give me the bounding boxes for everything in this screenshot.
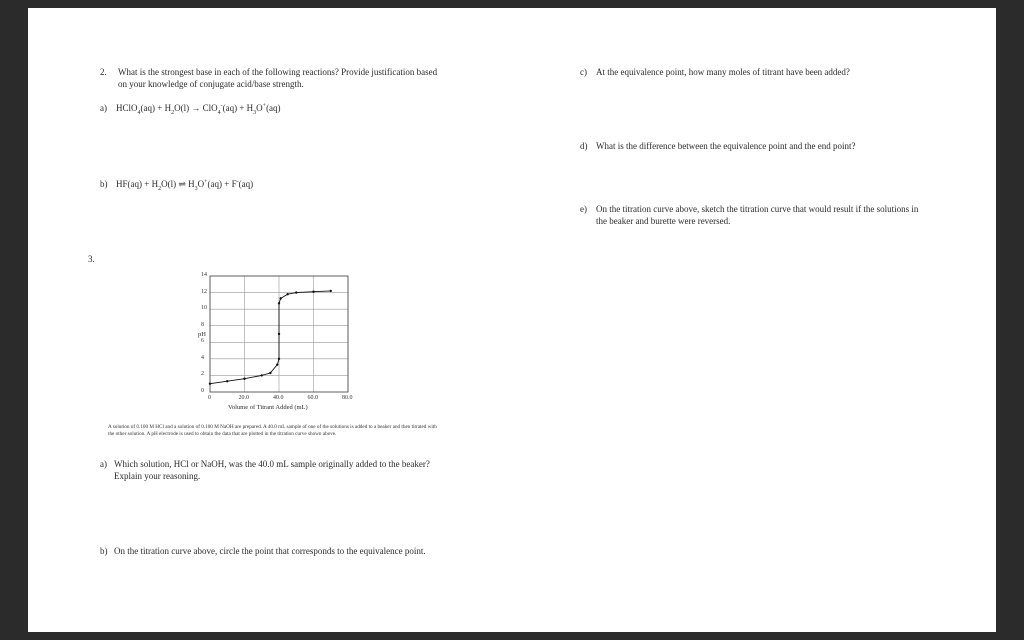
q3a-line1: Which solution, HCl or NaOH, was the 40.0 mL sample originally added to the beaker? [114,459,430,469]
data-point [280,297,282,299]
data-point [330,290,332,292]
data-point [278,302,280,304]
y-tick-label: 14 [201,272,207,278]
x-tick-label: 80.0 [342,395,353,401]
qe-line1: On the titration curve above, sketch the titration curve that would result if the solutions in [596,204,919,214]
data-point [278,358,280,360]
titration-curve [210,291,331,384]
q2a-equation: HClO$_4$(aq) + $H_2O(l) \to ClO_4^-(aq) + H_3O^+(aq)$ [116,103,281,116]
q2a-label: a) [100,103,107,113]
y-tick-label: 10 [201,305,207,312]
titration-chart [28,8,996,632]
data-point [312,291,314,293]
x-axis-label: Volume of Titrant Added (mL) [228,404,308,411]
q2-number: 2. [100,67,107,77]
y-axis-label: pH [198,331,206,338]
q3a-label: a) [100,459,107,469]
data-point [243,378,245,380]
q3a-line2: Explain your reasoning. [114,471,201,481]
x-tick-label: 60.0 [307,395,318,401]
data-point [269,372,271,374]
qd-text: What is the difference between the equivalence point and the end point? [596,141,856,151]
qe-label: e) [580,204,587,214]
x-tick-label: 0 [208,395,211,401]
y-tick-label: 2 [201,371,204,378]
qc-text: At the equivalence point, how many moles of titrant have been added? [596,67,850,77]
qd-label: d) [580,141,588,151]
q2-prompt-line1: What is the strongest base in each of the following reactions? Provide justification based [118,67,438,77]
worksheet-page [28,8,996,632]
data-point [276,363,278,365]
titration-caption: A solution of 0.100 M HCl and a solution of 0.100 M NaOH are prepared. A 40.0 mL sample of one of the solutions is added to a beaker and then titrated with the other solution. A pH electrode is used to obtain the data that are plotted in the titration curve shown above. [108,424,437,437]
y-tick-label: 8 [201,321,204,328]
data-point [226,380,228,382]
y-tick-label: 0 [201,388,204,394]
data-point [209,383,211,385]
data-point [295,291,297,293]
q2-prompt-line2: on your knowledge of conjugate acid/base strength. [118,79,304,89]
q3b-text: On the titration curve above, circle the point that corresponds to the equivalence point. [114,546,426,556]
q2b-equation: $HF(aq) + H_2O(l)$ ⇌ $H_3O^+(aq) + F^-(aq)$ [116,179,254,192]
data-point [261,374,263,376]
q3b-label: b) [100,546,108,556]
qe-line2: the beaker and burette were reversed. [596,216,731,226]
y-tick-label: 4 [201,354,204,361]
qc-label: c) [580,67,587,77]
q2b-label: b) [100,179,108,189]
x-tick-label: 40.0 [273,395,284,401]
y-tick-label: 6 [201,338,204,345]
y-tick-label: 12 [201,288,207,295]
data-point [286,293,288,295]
x-tick-label: 20.0 [238,395,249,401]
data-point [278,333,280,335]
q3-number: 3. [88,254,95,264]
